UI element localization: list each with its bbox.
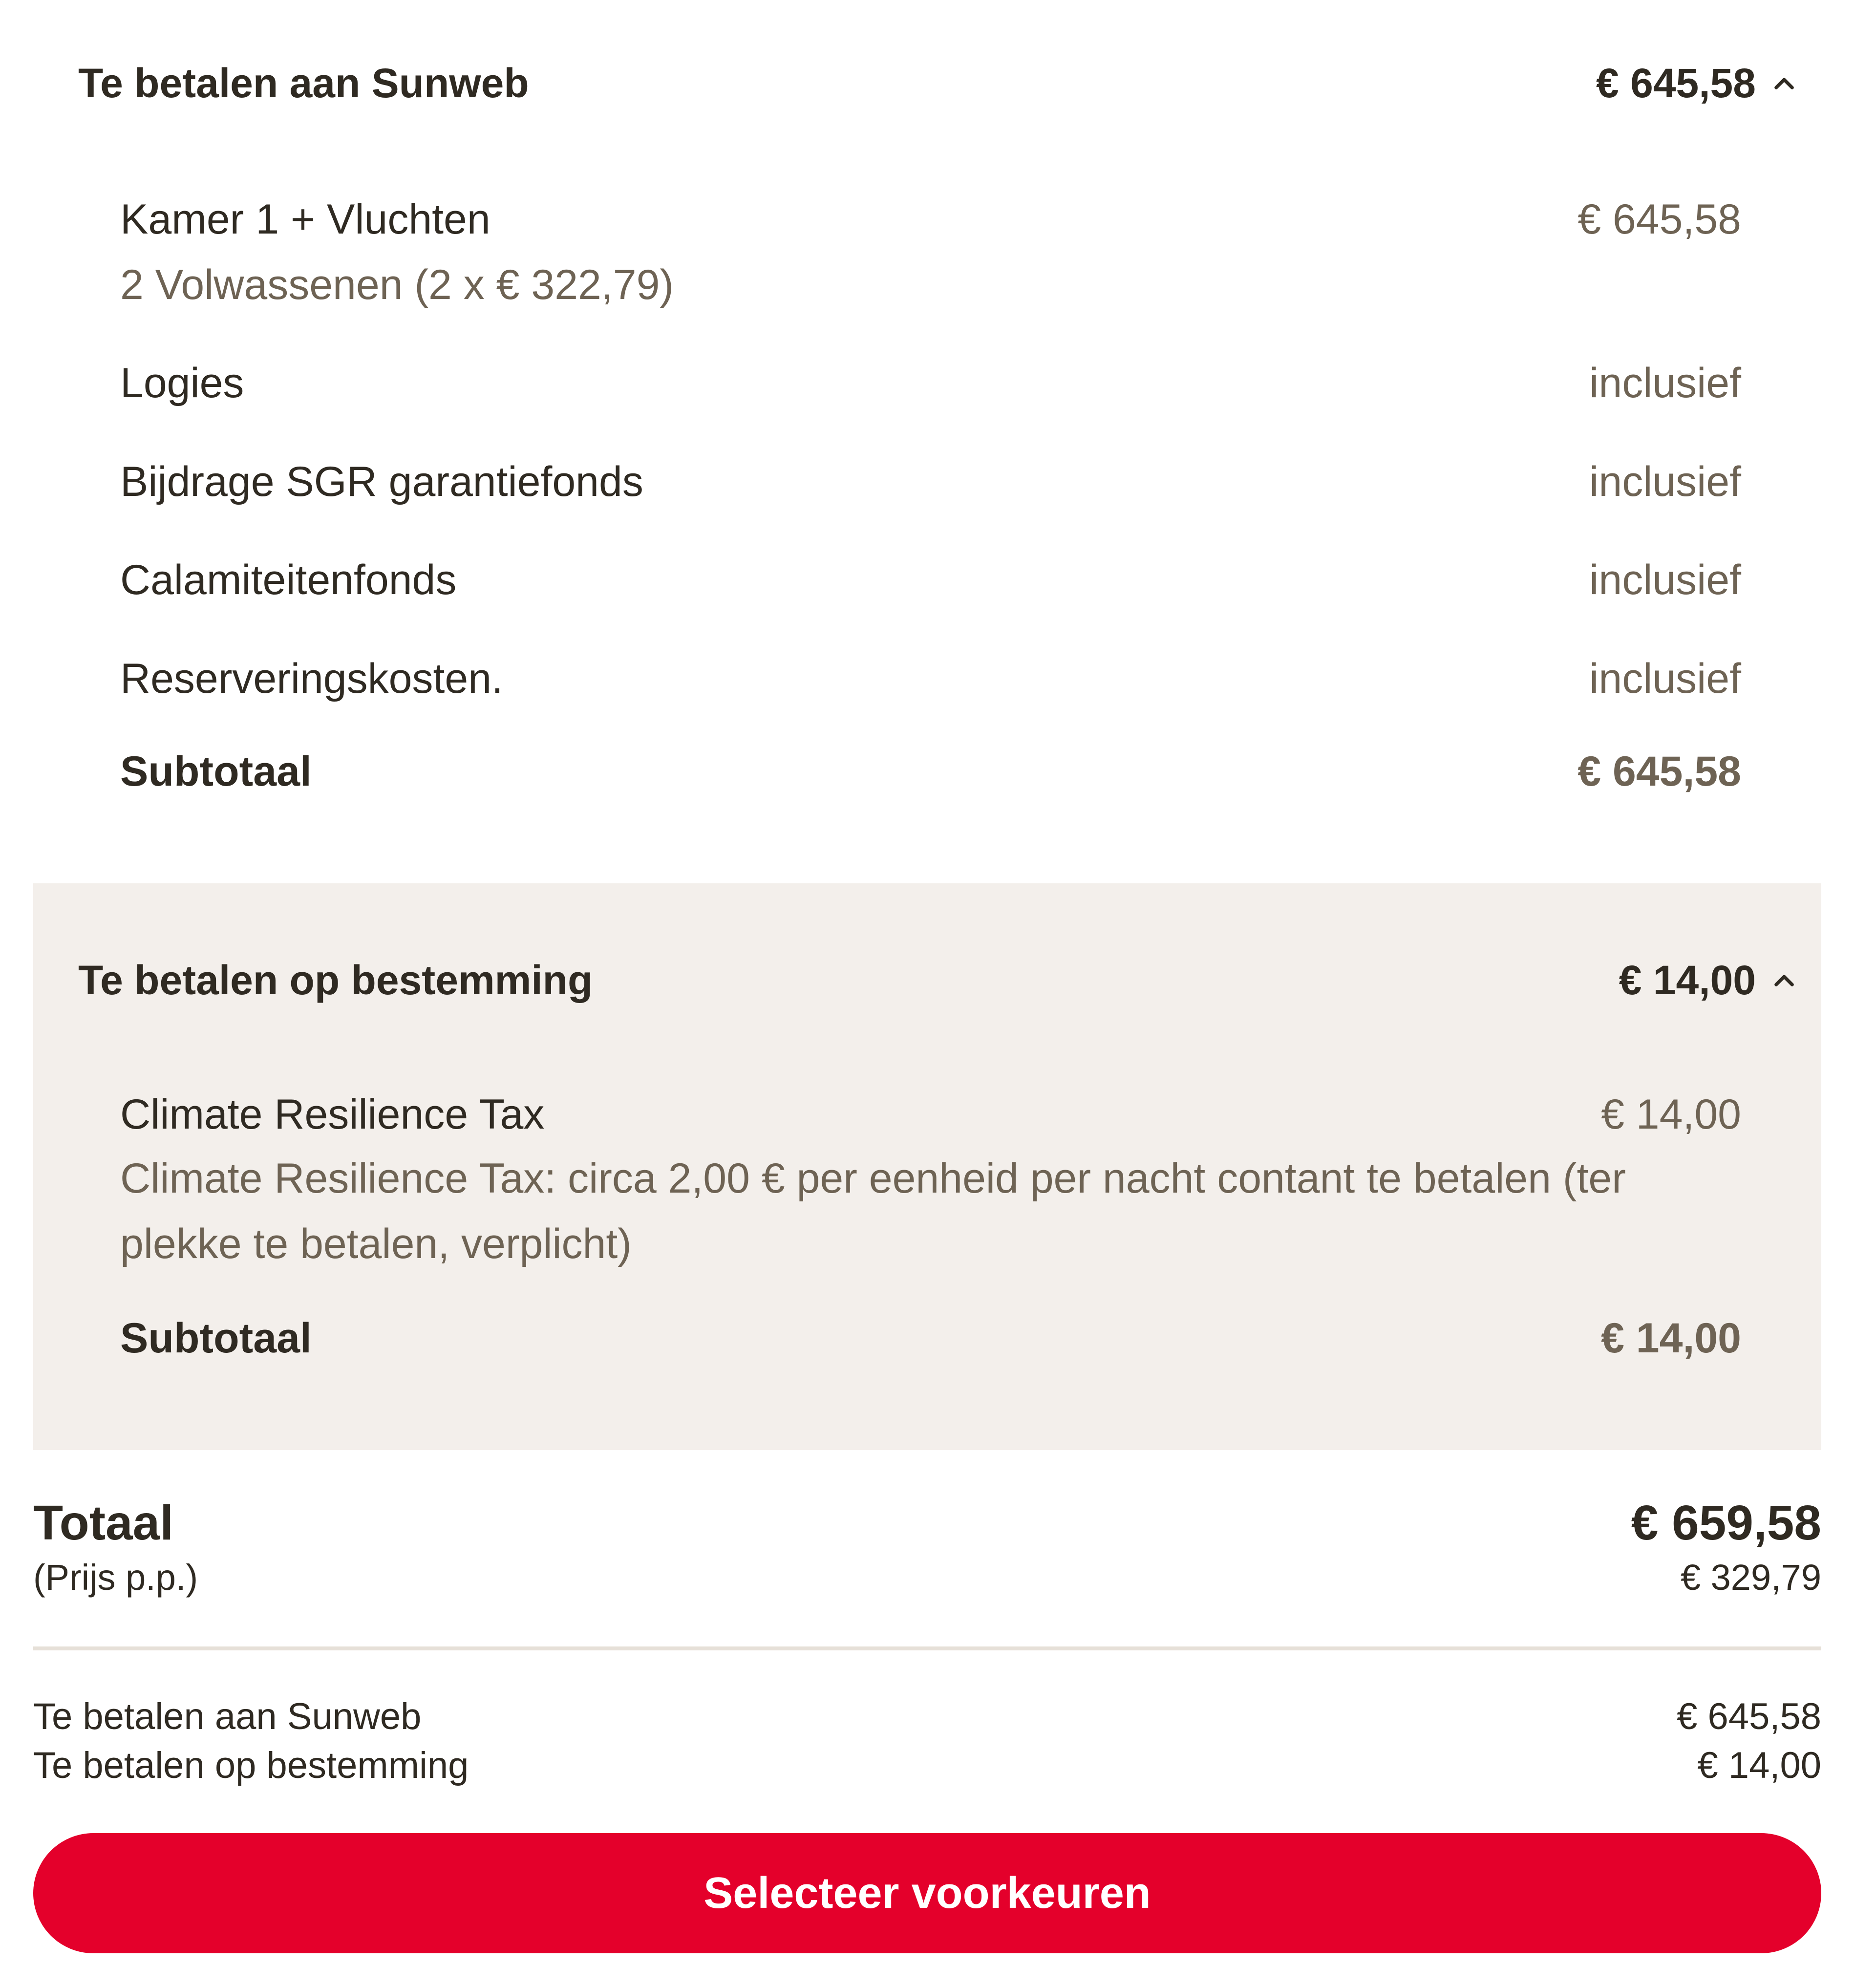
- subtotal-value: € 14,00: [1601, 1315, 1741, 1362]
- price-per-person-row: [33, 1557, 1821, 1598]
- line-item-label: Logies: [120, 360, 244, 406]
- line-item-calamiteitenfonds: [120, 556, 1741, 604]
- line-item-value: € 645,58: [1578, 196, 1741, 243]
- summary-value: € 14,00: [1697, 1745, 1821, 1786]
- line-item-logies: [120, 359, 1741, 407]
- line-item-label: Reserveringskosten.: [120, 655, 503, 702]
- line-item-label: Climate Resilience Tax: [120, 1091, 545, 1138]
- line-item-room-flights: [120, 195, 1741, 244]
- grand-total-row: [33, 1495, 1821, 1551]
- line-item-sgr: [120, 458, 1741, 506]
- sunweb-section-header[interactable]: [78, 54, 1798, 112]
- sunweb-section-total-wrap: [1596, 60, 1798, 107]
- destination-section-total-wrap: [1619, 957, 1798, 1004]
- sunweb-section-title: Te betalen aan Sunweb: [78, 60, 529, 106]
- line-item-value: € 14,00: [1601, 1091, 1741, 1138]
- line-item-climate-tax: [120, 1090, 1741, 1139]
- subtotal-label: Subtotaal: [120, 748, 312, 795]
- line-item-value: inclusief: [1589, 458, 1741, 505]
- subtotal-value: € 645,58: [1578, 748, 1741, 795]
- destination-section-header[interactable]: [78, 951, 1798, 1009]
- line-item-label: Bijdrage SGR garantiefonds: [120, 458, 643, 505]
- line-item-value: inclusief: [1589, 556, 1741, 603]
- divider: [33, 1646, 1821, 1650]
- destination-subtotal-row: [120, 1314, 1741, 1363]
- grand-total-label: Totaal: [33, 1496, 174, 1550]
- line-item-value: inclusief: [1589, 655, 1741, 702]
- line-item-value: inclusief: [1589, 360, 1741, 406]
- summary-value: € 645,58: [1677, 1696, 1821, 1737]
- summary-label: Te betalen op bestemming: [33, 1745, 469, 1786]
- chevron-up-icon[interactable]: [1770, 966, 1798, 994]
- line-item-reserveringskosten: [120, 655, 1741, 703]
- subtotal-label: Subtotaal: [120, 1315, 312, 1362]
- grand-total-value: € 659,58: [1631, 1496, 1821, 1550]
- summary-row-destination: [33, 1744, 1821, 1787]
- chevron-up-icon[interactable]: [1770, 69, 1798, 97]
- destination-section-title: Te betalen op bestemming: [78, 957, 593, 1003]
- sunweb-section-total: € 645,58: [1596, 60, 1756, 106]
- price-per-person-label: (Prijs p.p.): [33, 1557, 198, 1598]
- line-item-sublabel: 2 Volwassenen (2 x € 322,79): [120, 261, 674, 308]
- destination-section-total: € 14,00: [1619, 957, 1756, 1003]
- sunweb-subtotal-row: [120, 748, 1741, 796]
- select-preferences-button[interactable]: Selecteer voorkeuren: [33, 1833, 1821, 1953]
- line-item-label: Calamiteitenfonds: [120, 556, 457, 603]
- summary-row-sunweb: [33, 1695, 1821, 1738]
- climate-tax-description: Climate Resilience Tax: circa 2,00 € per eenheid per nacht contant te betalen (ter plekke te betalen, verplicht): [120, 1155, 1626, 1267]
- price-per-person-value: € 329,79: [1680, 1557, 1821, 1598]
- summary-label: Te betalen aan Sunweb: [33, 1696, 422, 1737]
- line-item-label: Kamer 1 + Vluchten: [120, 196, 490, 243]
